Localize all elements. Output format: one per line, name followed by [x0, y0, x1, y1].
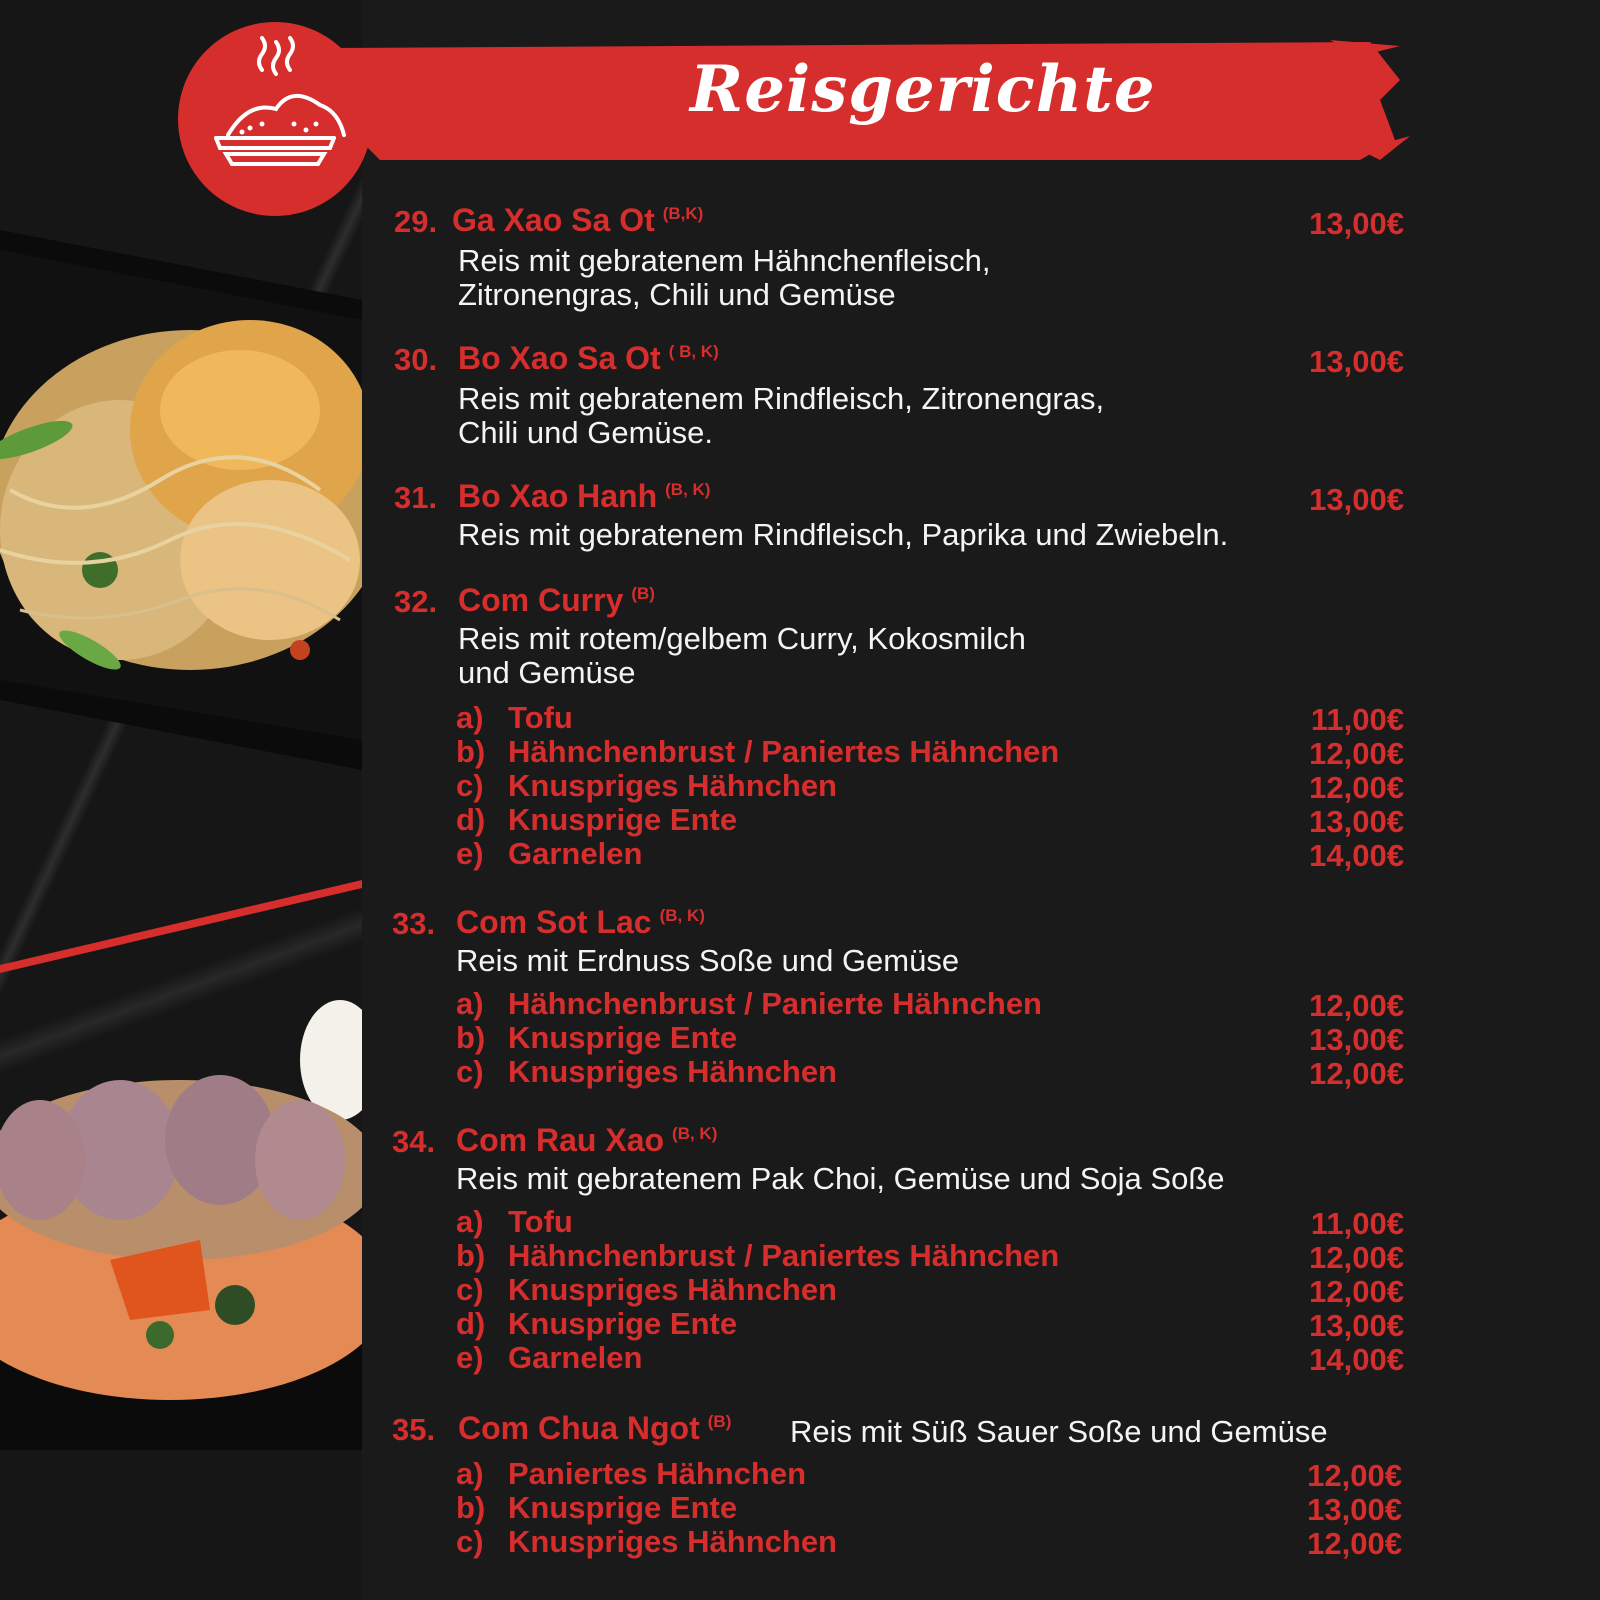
option-name: Knuspriges Hähnchen: [508, 1054, 837, 1089]
item-number: 35.: [392, 1412, 436, 1447]
item-number: 32.: [394, 584, 438, 619]
option-name: Knusprige Ente: [508, 1306, 738, 1341]
item-description: Reis mit Süß Sauer Soße und Gemüse: [790, 1414, 1328, 1449]
option-name: Paniertes Hähnchen: [508, 1456, 807, 1491]
option-price: 14,00€: [1309, 1342, 1404, 1377]
item-name: Bo Xao Hanh $^{(B, K)}$: [458, 478, 711, 514]
item-price: 13,00€: [1309, 206, 1404, 241]
option-letter: a): [456, 700, 484, 735]
option-price: 12,00€: [1309, 736, 1404, 771]
option-price: 12,00€: [1307, 1526, 1402, 1561]
option-letter: a): [456, 1204, 484, 1239]
option-price: 12,00€: [1309, 1056, 1404, 1091]
item-name: Com Curry $^{(B)}$: [458, 582, 655, 618]
allergen-codes: (B,K): [662, 204, 704, 224]
item-number: 34.: [392, 1124, 436, 1159]
option-price: 13,00€: [1309, 804, 1404, 839]
item-price: 13,00€: [1309, 482, 1404, 517]
option-price: 12,00€: [1309, 770, 1404, 805]
option-name: Knusprige Ente: [508, 802, 738, 837]
option-price: 12,00€: [1309, 988, 1404, 1023]
option-price: 13,00€: [1309, 1022, 1404, 1057]
option-price: 12,00€: [1309, 1274, 1404, 1309]
option-name: Knusprige Ente: [508, 1020, 738, 1055]
item-description: Reis mit gebratenem Rindfleisch, Zitronengras,: [458, 381, 1105, 416]
item-number: 33.: [392, 906, 436, 941]
option-name: Tofu: [508, 1204, 573, 1239]
option-name: Hähnchenbrust / Paniertes Hähnchen: [508, 734, 1060, 769]
option-price: 12,00€: [1307, 1458, 1402, 1493]
option-name: Knuspriges Hähnchen: [508, 768, 837, 803]
item-description: und Gemüse: [458, 655, 636, 690]
item-description: Zitronengras, Chili und Gemüse: [458, 277, 896, 312]
option-letter: b): [456, 1238, 486, 1273]
option-letter: a): [456, 986, 484, 1021]
option-letter: d): [456, 802, 486, 837]
option-letter: a): [456, 1456, 484, 1491]
option-price: 14,00€: [1309, 838, 1404, 873]
option-letter: c): [456, 768, 484, 803]
option-price: 13,00€: [1307, 1492, 1402, 1527]
item-description: Reis mit rotem/gelbem Curry, Kokosmilch: [458, 621, 1026, 656]
option-name: Knuspriges Hähnchen: [508, 1524, 837, 1559]
option-name: Knuspriges Hähnchen: [508, 1272, 837, 1307]
option-letter: b): [456, 1490, 486, 1525]
allergen-codes: (B, K): [665, 480, 711, 500]
option-letter: e): [456, 1340, 484, 1375]
item-name: Com Chua Ngot $^{(B)}$: [458, 1410, 732, 1446]
option-name: Hähnchenbrust / Panierte Hähnchen: [508, 986, 1042, 1021]
option-letter: c): [456, 1272, 484, 1307]
option-letter: c): [456, 1524, 484, 1559]
option-price: 12,00€: [1309, 1240, 1404, 1275]
page-title: Reisgerichte: [690, 52, 1156, 127]
option-price: 11,00€: [1310, 1206, 1404, 1241]
item-description: Reis mit gebratenem Hähnchenfleisch,: [458, 243, 991, 278]
allergen-codes: (B, K): [659, 906, 705, 926]
option-name: Garnelen: [508, 1340, 643, 1375]
allergen-codes: (B, K): [672, 1124, 718, 1144]
item-description: Reis mit gebratenem Rindfleisch, Paprika und Zwiebeln.: [458, 517, 1229, 552]
allergen-codes: (B): [631, 584, 655, 604]
item-description: Reis mit Erdnuss Soße und Gemüse: [456, 943, 960, 978]
option-letter: d): [456, 1306, 486, 1341]
option-name: Tofu: [508, 700, 573, 735]
item-name: Ga Xao Sa Ot $^{(B,K)}$: [452, 202, 704, 238]
option-name: Hähnchenbrust / Paniertes Hähnchen: [508, 1238, 1060, 1273]
allergen-codes: (B): [707, 1412, 732, 1432]
item-price: 13,00€: [1309, 344, 1404, 379]
option-letter: b): [456, 734, 486, 769]
item-number: 31.: [394, 480, 438, 515]
item-number: 30.: [394, 342, 438, 377]
item-description: Reis mit gebratenem Pak Choi, Gemüse und Soja Soße: [456, 1161, 1225, 1196]
item-number: 29.: [394, 204, 438, 239]
option-name: Garnelen: [508, 836, 643, 871]
item-name: Bo Xao Sa Ot $^{( B, K)}$: [458, 340, 719, 376]
item-name: Com Rau Xao $^{(B, K)}$: [456, 1122, 718, 1158]
allergen-codes: ( B, K): [668, 342, 719, 362]
option-price: 13,00€: [1309, 1308, 1404, 1343]
option-price: 11,00€: [1310, 702, 1404, 737]
item-name: Com Sot Lac $^{(B, K)}$: [456, 904, 705, 940]
option-name: Knusprige Ente: [508, 1490, 738, 1525]
option-letter: e): [456, 836, 484, 871]
option-letter: b): [456, 1020, 486, 1055]
item-description: Chili und Gemüse.: [458, 415, 714, 450]
option-letter: c): [456, 1054, 484, 1089]
